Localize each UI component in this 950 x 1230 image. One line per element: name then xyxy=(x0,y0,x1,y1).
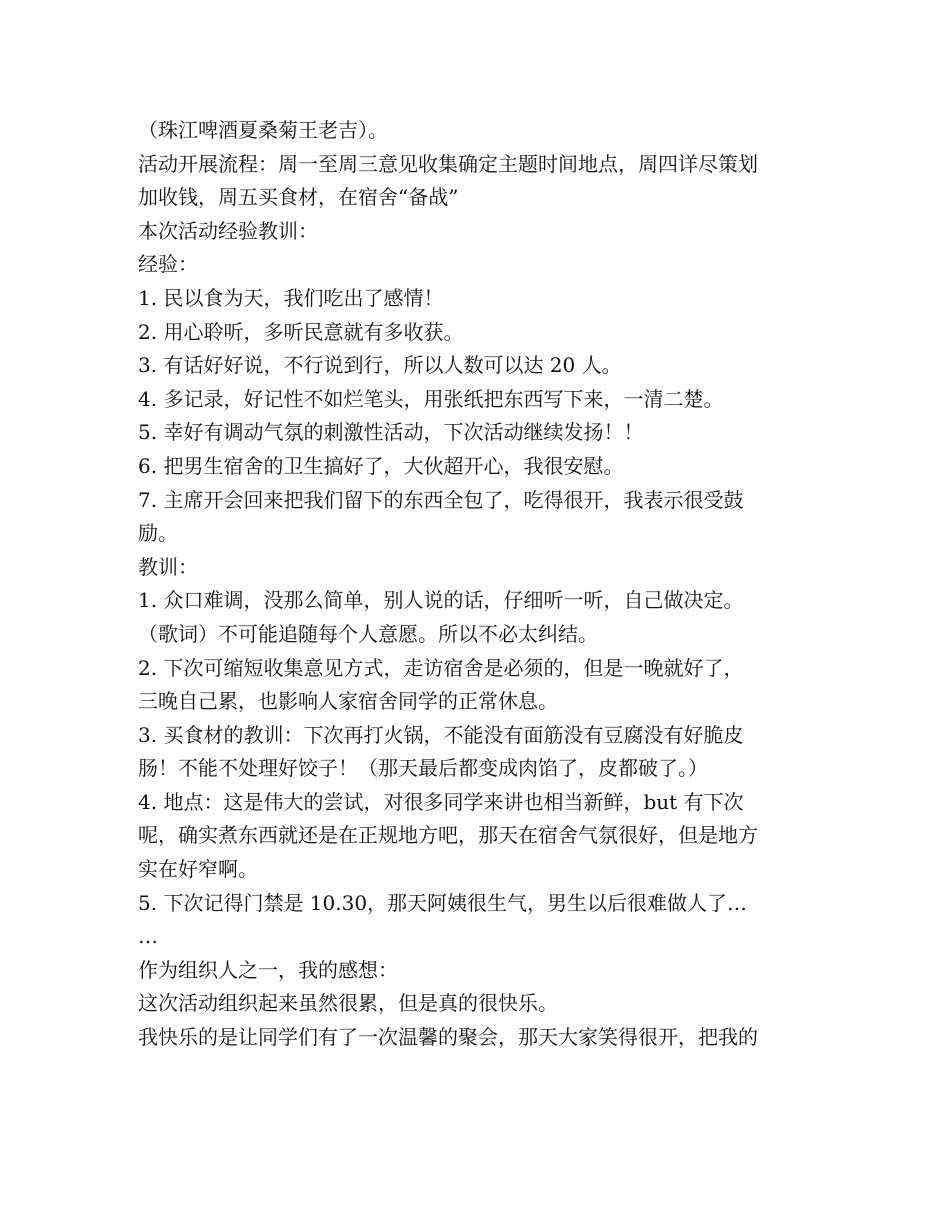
section-heading: 教训： xyxy=(138,554,198,579)
section-heading: 经验： xyxy=(138,252,198,277)
text-line: 活动开展流程：周一至周三意见收集确定主题时间地点，周四详尽策划 xyxy=(138,151,758,176)
text-line: 三晚自己累，也影响人家宿舍同学的正常休息。 xyxy=(138,689,558,714)
list-item: 3. 有话好好说，不行说到行，所以人数可以达 20 人。 xyxy=(138,353,622,378)
list-item: 3. 买食材的教训：下次再打火锅，不能没有面筋没有豆腐没有好脆皮 xyxy=(138,722,744,747)
section-heading: 本次活动经验教训： xyxy=(138,218,318,243)
text-line: 肠！不能不处理好饺子！（那天最后都变成肉馅了，皮都破了。） xyxy=(138,756,708,781)
text-line: （歌词）不可能追随每个人意愿。所以不必太纠结。 xyxy=(138,621,598,646)
list-item: 4. 多记录，好记性不如烂笔头，用张纸把东西写下来，一清二楚。 xyxy=(138,386,724,411)
list-item: 1. 民以食为天，我们吃出了感情！ xyxy=(138,285,444,310)
list-item: 2. 用心聆听，多听民意就有多收获。 xyxy=(138,319,464,344)
text-line: … xyxy=(138,924,158,949)
list-item: 7. 主席开会回来把我们留下的东西全包了，吃得很开，我表示很受鼓 xyxy=(138,487,744,512)
list-item: 5. 下次记得门禁是 10.30，那天阿姨很生气，男生以后很难做人了… xyxy=(138,890,748,915)
list-item: 4. 地点：这是伟大的尝试，对很多同学来讲也相当新鲜，but 有下次 xyxy=(138,789,744,814)
section-heading: 作为组织人之一，我的感想： xyxy=(138,957,398,982)
list-item: 1. 众口难调，没那么简单，别人说的话，仔细听一听，自己做决定。 xyxy=(138,588,744,613)
text-line: 这次活动组织起来虽然很累，但是真的很快乐。 xyxy=(138,991,558,1016)
text-line: 加收钱，周五买食材，在宿舍“备战” xyxy=(138,185,459,210)
text-line: 励。 xyxy=(138,521,178,546)
document-body xyxy=(138,114,818,1055)
text-line: （珠江啤酒夏桑菊王老吉）。 xyxy=(138,118,388,142)
list-item: 2. 下次可缩短收集意见方式，走访宿舍是必须的，但是一晚就好了， xyxy=(138,655,744,680)
list-item: 5. 幸好有调动气氛的刺激性活动，下次活动继续发扬！！ xyxy=(138,420,644,445)
text-line: 呢，确实煮东西就还是在正规地方吧，那天在宿舍气氛很好，但是地方 xyxy=(138,823,758,848)
list-item: 6. 把男生宿舍的卫生搞好了，大伙超开心，我很安慰。 xyxy=(138,453,624,478)
text-line: 我快乐的是让同学们有了一次温馨的聚会，那天大家笑得很开，把我的 xyxy=(138,1025,758,1050)
text-line: 实在好窄啊。 xyxy=(138,857,258,882)
